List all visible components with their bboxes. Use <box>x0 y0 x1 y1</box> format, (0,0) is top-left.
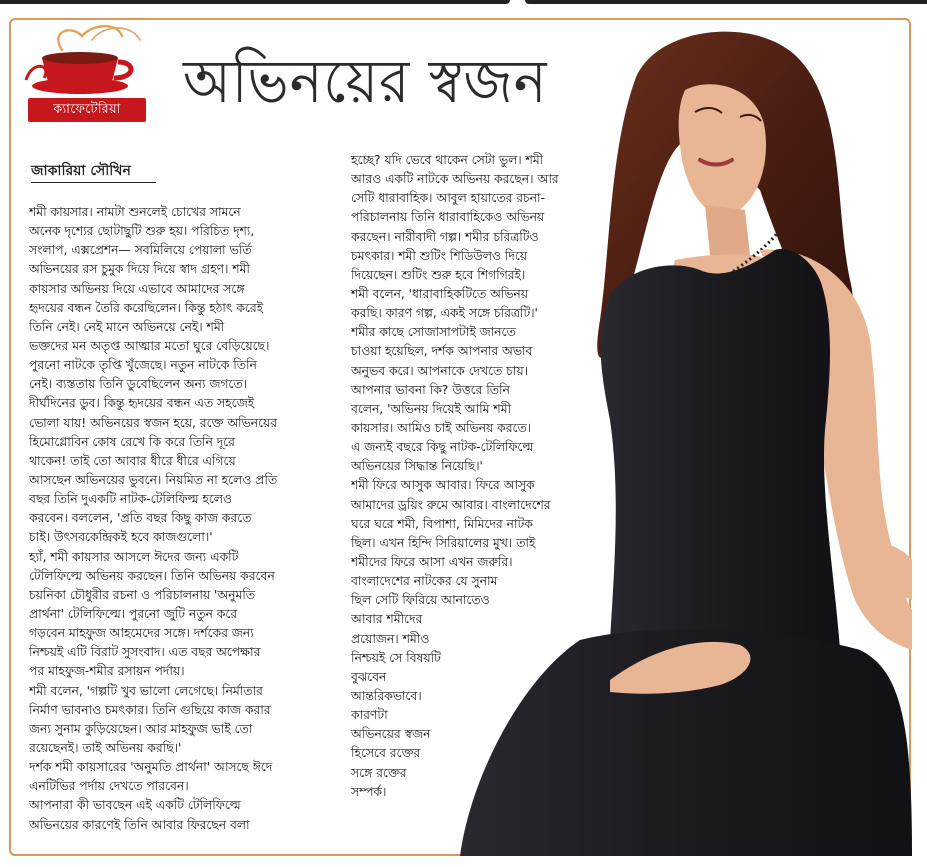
body-line: আপনারা কী ভাবছেন এই একটি টেলিফিল্মে <box>29 798 241 813</box>
body-line: করছেন। নারীবাদী গল্প। শমীর চরিত্রটিও <box>351 229 539 244</box>
body-line: বাংলাদেশের নাটকের যে সুনাম <box>351 574 498 589</box>
body-line: শমী বলেন, 'ধারাবাহিকটিতে অভিনয় <box>351 286 529 301</box>
coffee-cup-icon <box>22 20 147 96</box>
body-line: সেটি ধারাবাহিক। আবুল হায়াতের রচনা- <box>351 191 546 206</box>
body-line: তিনি নেই। নেই মানে অভিনয়ে নেই। শমী <box>29 319 225 334</box>
top-border <box>0 0 927 8</box>
body-line: হচ্ছে? যদি ভেবে থাকেন সেটা ভুল। শমী <box>351 153 544 167</box>
article-column-2 <box>351 151 651 802</box>
body-line: দীর্ঘদিনের ডুব। কিন্তু হৃদয়ের বন্ধন এত সহজেই <box>29 396 254 411</box>
body-line: অভিনয়ের স্বজন <box>351 727 431 742</box>
body-line: আপনার ভাবনা কি? উত্তরে তিনি <box>351 382 510 397</box>
headline: অভিনয়ের স্বজন <box>183 47 548 117</box>
body-line: ছিল। এখন হিন্দি সিরিয়ালের মুখ। তাই <box>351 535 536 550</box>
body-line: শমীর কাছে সোজাসাপটাই জানতে <box>351 325 516 340</box>
body-line: করছি। কারণ গল্প, একই সঙ্গে চরিত্রটি।' <box>351 306 538 321</box>
body-line: গড়বেন মাহফুজ আহমেদের সঙ্গে। দর্শকের জন্য <box>29 626 254 641</box>
body-line: অভিনয়ের কারণেই তিনি আবার ফিরছেন বলা <box>29 817 250 832</box>
body-line: পুরনো নাটকে তৃপ্তি খুঁজেছে। নতুন নাটকে তিনি <box>29 358 257 373</box>
body-line: করবেন। বললেন, 'প্রতি বছর কিছু কাজ করতে <box>29 511 252 526</box>
body-line: হৃদয়ের বন্ধন তৈরি করেছিলেন। কিন্তু হঠাৎ করেই <box>29 300 264 315</box>
body-line: টেলিফিল্মে অভিনয় করছেন। তিনি অভিনয় করবেন <box>29 568 275 583</box>
body-line: শমী ফিরে আসুক আবার। ফিরে আসুক <box>351 478 535 493</box>
body-line: কারণটা <box>351 708 388 723</box>
body-line: শমীদের ফিরে আসা এখন জরুরি। <box>351 554 513 569</box>
section-label: ক্যাফেটেরিয়া <box>28 98 146 122</box>
body-line: সংলাপ, এক্সপ্রেশন— সবমিলিয়ে পেয়ালা ভর্তি <box>29 243 252 258</box>
body-line: নিশ্চয়ই এটি বিরাট সুসংবাদ। এত বছর অপেক্ষার <box>29 645 261 660</box>
body-line: অনেক দৃশ্যের ছোটাছুটি শুরু হয়। পরিচিত দৃশ্য, <box>29 224 255 239</box>
body-line: কায়সার। আমিও চাই অভিনয় করতে। <box>351 420 532 435</box>
body-line: ভক্তদের মন অতৃপ্ত আত্মার মতো ঘুরে বেড়িয়েছে। <box>29 338 270 353</box>
body-line: চমৎকার। শমী শুটিং শিডিউলও দিয়ে <box>351 248 528 263</box>
body-line: নেই। ব্যস্ততায় তিনি ডুবেছিলেন অন্য জগতে। <box>29 377 247 392</box>
body-line: প্রার্থনা' টেলিফিল্মে। পুরনো জুটি নতুন করে <box>29 606 238 621</box>
body-line: ঘরে ঘরে শমী, বিপাশা, মিমিদের নাটক <box>351 516 533 531</box>
body-line: আসছেন অভিনয়ের ভুবনে। নিয়মিত না হলেও প্রতি <box>29 472 278 487</box>
body-line: আন্তরিকভাবে। <box>351 688 422 703</box>
article-column-1 <box>29 203 329 835</box>
body-line: আবার শমীদের <box>351 612 423 627</box>
body-line: পরিচালনায় তিনি ধারাবাহিকেও অভিনয় <box>351 210 545 225</box>
body-line: এ জন্যই বছরে কিছু নাটক-টেলিফিল্মে <box>351 440 534 455</box>
body-line: শমী বলেন, 'গল্পটি খুব ভালো লেগেছে। নির্মাতার <box>29 683 263 698</box>
body-line: জন্য সুনাম কুড়িয়েছেন। আর মাহফুজ ভাই তো <box>29 721 253 736</box>
body-line: হ্যাঁ, শমী কায়সার আসলে ঈদের জন্য একটি <box>29 549 239 564</box>
body-line: অভিনয়ের রস চুমুক দিয়ে দিয়ে স্বাদ গ্রহণ। শমী <box>29 262 250 277</box>
body-line: চাই। উৎসবকেন্দ্রিকই হবে কাজগুলো।' <box>29 530 213 545</box>
body-line: সঙ্গে রক্তের <box>351 765 407 780</box>
body-line: আমাদের ড্রয়িং রুমে আবার। বাংলাদেশের <box>351 497 551 512</box>
body-line: বুঝবেন <box>351 669 387 684</box>
body-line: হিসেবে রক্তের <box>351 746 421 761</box>
body-line: থাকেন! তাই তো আবার ধীরে ধীরে এগিয়ে <box>29 453 236 468</box>
body-line: রয়েছেনই। তাই অভিনয় করছি।' <box>29 740 182 755</box>
body-line: দিয়েছেন। শুটিং শুরু হবে শিগগিরই। <box>351 267 526 282</box>
body-line: এনটিভির পর্দায় দেখতে পারবেন। <box>29 779 189 794</box>
body-line: ভোলা যায়! অভিনয়ের স্বজন হয়ে, রক্তে অভিনয়ের <box>29 415 277 430</box>
body-line: আরও একটি নাটকে অভিনয় করছেন। আর <box>351 172 559 187</box>
body-line: নির্মাণ ভাবনাও চমৎকার। তিনি গুছিয়ে কাজ করার <box>29 702 271 717</box>
byline: জাকারিয়া সৌখিন <box>31 160 156 183</box>
body-line: অভিনয়ের সিদ্ধান্ত নিয়েছি।' <box>351 459 483 474</box>
body-line: প্রয়োজন। শমীও <box>351 631 430 646</box>
body-line: কায়সার অভিনয় দিয়ে এভাবে আমাদের সঙ্গে <box>29 281 245 296</box>
body-line: বলেন, 'অভিনয় দিয়েই আমি শমী <box>351 401 511 416</box>
body-line: হিমোগ্লোবিন কোষ রেখে কি করে তিনি দূরে <box>29 434 235 449</box>
body-line: সম্পর্ক। <box>351 784 387 799</box>
body-line: বছর তিনি দুএকটি নাটক-টেলিফিল্ম হলেও <box>29 492 232 507</box>
body-line: পর মাহফুজ-শমীর রসায়ন পর্দায়। <box>29 664 185 679</box>
body-line: শমী কায়সার। নামটা শুনলেই চোখের সামনে <box>29 205 241 219</box>
body-line: দর্শক শমী কায়সারের 'অনুমতি প্রার্থনা' আসছে ঈদে <box>29 760 273 775</box>
body-line: অনুভব করে। আপনাকে দেখতে চায়। <box>351 363 529 378</box>
body-line: চাওয়া হয়েছিল, দর্শক আপনার অভাব <box>351 344 533 359</box>
body-line: ছিল সেটি ফিরিয়ে আনাতেও <box>351 593 490 608</box>
body-line: চয়নিকা চৌধুরীর রচনা ও পরিচালনায় 'অনুমতি <box>29 587 255 602</box>
body-line: নিশ্চয়ই সে বিষয়টি <box>351 650 441 665</box>
